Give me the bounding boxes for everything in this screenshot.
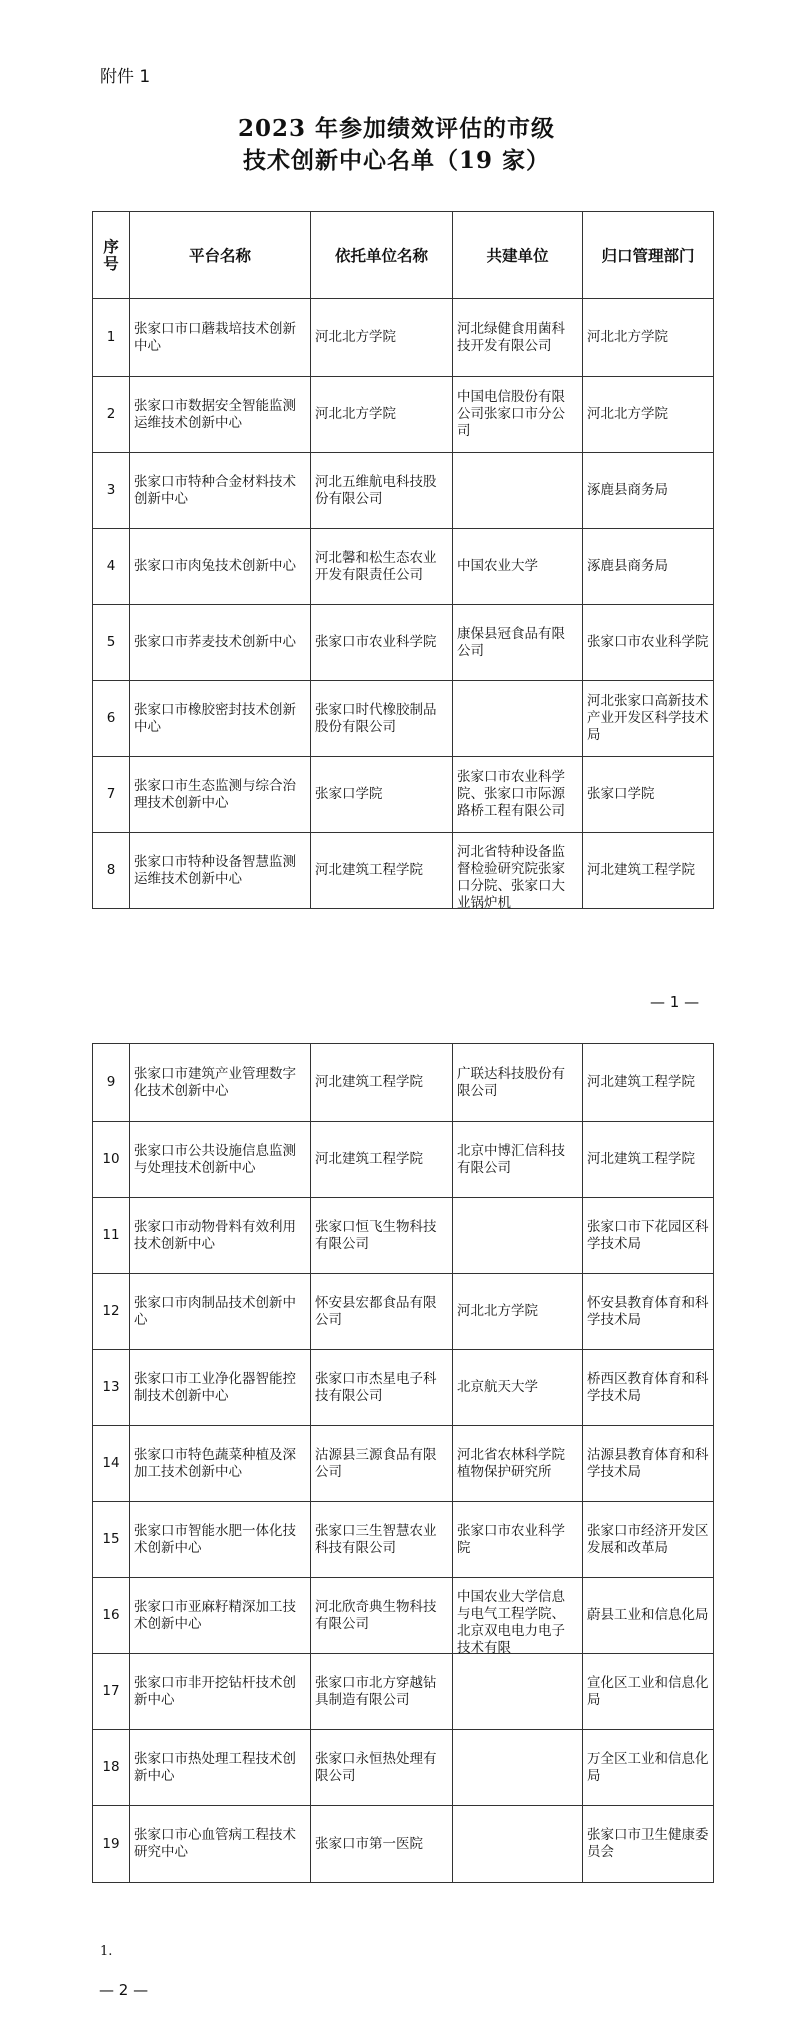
cell-host: 河北建筑工程学院 (311, 1044, 453, 1122)
cell-partner: 中国电信股份有限公司张家口市分公司 (453, 377, 583, 453)
cell-host: 张家口市农业科学院 (311, 605, 453, 681)
footnote: 1. (100, 1944, 113, 1959)
cell-partner: 河北省农林科学院植物保护研究所 (453, 1426, 583, 1502)
cell-partner: 张家口市农业科学院、张家口市际源路桥工程有限公司 (453, 757, 583, 833)
table-header-row (93, 212, 714, 299)
table-row (93, 1350, 714, 1426)
table-row (93, 1654, 714, 1730)
header-platform: 平台名称 (130, 212, 311, 299)
cell-dept: 河北北方学院 (583, 377, 714, 453)
cell-platform: 张家口市数据安全智能监测运维技术创新中心 (130, 377, 311, 453)
cell-partner: 河北绿健食用菌科技开发有限公司 (453, 299, 583, 377)
cell-dept: 张家口市下花园区科学技术局 (583, 1198, 714, 1274)
cell-partner: 中国农业大学 (453, 529, 583, 605)
document-title-line2: 技术创新中心名单（19 家） (242, 147, 550, 174)
cell-seq: 12 (93, 1274, 130, 1350)
table-row (93, 1578, 714, 1654)
cell-seq: 2 (93, 377, 130, 453)
table-row (93, 1274, 714, 1350)
cell-partner: 中国农业大学信息与电气工程学院、北京双电电力电子技术有限 (453, 1578, 583, 1654)
cell-host: 张家口永恒热处理有限公司 (311, 1730, 453, 1806)
cell-seq: 17 (93, 1654, 130, 1730)
cell-seq: 14 (93, 1426, 130, 1502)
cell-platform: 张家口市热处理工程技术创新中心 (130, 1730, 311, 1806)
header-partner: 共建单位 (453, 212, 583, 299)
cell-partner: 康保县冠食品有限公司 (453, 605, 583, 681)
table-row (93, 1198, 714, 1274)
cell-host: 河北五维航电科技股份有限公司 (311, 453, 453, 529)
cell-dept: 桥西区教育体育和科学技术局 (583, 1350, 714, 1426)
cell-platform: 张家口市建筑产业管理数字化技术创新中心 (130, 1044, 311, 1122)
cell-platform: 张家口市肉兔技术创新中心 (130, 529, 311, 605)
cell-seq: 15 (93, 1502, 130, 1578)
table-row (93, 1502, 714, 1578)
cell-dept: 万全区工业和信息化局 (583, 1730, 714, 1806)
cell-platform: 张家口市非开挖钻杆技术创新中心 (130, 1654, 311, 1730)
cell-dept: 张家口市卫生健康委员会 (583, 1806, 714, 1883)
cell-dept: 涿鹿县商务局 (583, 529, 714, 605)
cell-host: 河北建筑工程学院 (311, 833, 453, 909)
cell-partner: 河北省特种设备监督检验研究院张家口分院、张家口大业锅炉机 (453, 833, 583, 909)
cell-host: 张家口市第一医院 (311, 1806, 453, 1883)
cell-platform: 张家口市特种合金材料技术创新中心 (130, 453, 311, 529)
cell-dept: 河北建筑工程学院 (583, 1044, 714, 1122)
table-row (93, 453, 714, 529)
cell-platform: 张家口市亚麻籽精深加工技术创新中心 (130, 1578, 311, 1654)
cell-host: 河北北方学院 (311, 299, 453, 377)
cell-platform: 张家口市公共设施信息监测与处理技术创新中心 (130, 1122, 311, 1198)
cell-host: 河北北方学院 (311, 377, 453, 453)
table-row (93, 299, 714, 377)
cell-seq: 10 (93, 1122, 130, 1198)
header-seq: 序号 (93, 212, 130, 299)
cell-platform: 张家口市工业净化器智能控制技术创新中心 (130, 1350, 311, 1426)
cell-platform: 张家口市特色蔬菜种植及深加工技术创新中心 (130, 1426, 311, 1502)
cell-seq: 6 (93, 681, 130, 757)
cell-host: 张家口时代橡胶制品股份有限公司 (311, 681, 453, 757)
cell-seq: 13 (93, 1350, 130, 1426)
cell-dept: 河北建筑工程学院 (583, 1122, 714, 1198)
cell-partner (453, 453, 583, 529)
cell-seq: 4 (93, 529, 130, 605)
cell-host: 张家口恒飞生物科技有限公司 (311, 1198, 453, 1274)
attachment-label: 附件 1 (100, 67, 151, 87)
table-row (93, 681, 714, 757)
cell-dept: 河北北方学院 (583, 299, 714, 377)
cell-host: 张家口市北方穿越钻具制造有限公司 (311, 1654, 453, 1730)
cell-dept: 河北张家口高新技术产业开发区科学技术局 (583, 681, 714, 757)
header-host: 依托单位名称 (311, 212, 453, 299)
cell-dept: 宣化区工业和信息化局 (583, 1654, 714, 1730)
table-row (93, 377, 714, 453)
cell-seq: 9 (93, 1044, 130, 1122)
cell-seq: 16 (93, 1578, 130, 1654)
cell-partner (453, 1730, 583, 1806)
cell-partner: 河北北方学院 (453, 1274, 583, 1350)
cell-dept: 河北建筑工程学院 (583, 833, 714, 909)
cell-seq: 5 (93, 605, 130, 681)
table-row (93, 1426, 714, 1502)
cell-platform: 张家口市动物骨料有效利用技术创新中心 (130, 1198, 311, 1274)
cell-host: 河北欣奇典生物科技有限公司 (311, 1578, 453, 1654)
cell-host: 沽源县三源食品有限公司 (311, 1426, 453, 1502)
table-row (93, 1806, 714, 1883)
cell-platform: 张家口市心血管病工程技术研究中心 (130, 1806, 311, 1883)
cell-host: 张家口三生智慧农业科技有限公司 (311, 1502, 453, 1578)
cell-platform: 张家口市智能水肥一体化技术创新中心 (130, 1502, 311, 1578)
cell-partner: 北京航天大学 (453, 1350, 583, 1426)
cell-platform: 张家口市荞麦技术创新中心 (130, 605, 311, 681)
cell-partner: 北京中博汇信科技有限公司 (453, 1122, 583, 1198)
header-dept: 归口管理部门 (583, 212, 714, 299)
cell-host: 怀安县宏都食品有限公司 (311, 1274, 453, 1350)
cell-seq: 7 (93, 757, 130, 833)
table-row (93, 529, 714, 605)
cell-host: 河北馨和松生态农业开发有限责任公司 (311, 529, 453, 605)
cell-host: 河北建筑工程学院 (311, 1122, 453, 1198)
cell-host: 张家口学院 (311, 757, 453, 833)
cell-seq: 3 (93, 453, 130, 529)
cell-seq: 18 (93, 1730, 130, 1806)
cell-platform: 张家口市生态监测与综合治理技术创新中心 (130, 757, 311, 833)
cell-seq: 8 (93, 833, 130, 909)
table-row (93, 757, 714, 833)
center-list-table-page1 (92, 211, 714, 909)
cell-dept: 怀安县教育体育和科学技术局 (583, 1274, 714, 1350)
table-row (93, 833, 714, 909)
center-list-table-page2 (92, 1043, 714, 1883)
page-number: — 2 — (99, 1981, 149, 1999)
cell-dept: 张家口市农业科学院 (583, 605, 714, 681)
document-title-line1: 2023 年参加绩效评估的市级 (237, 115, 556, 142)
table-row (93, 1122, 714, 1198)
cell-platform: 张家口市橡胶密封技术创新中心 (130, 681, 311, 757)
cell-dept: 张家口市经济开发区发展和改革局 (583, 1502, 714, 1578)
cell-seq: 1 (93, 299, 130, 377)
cell-platform: 张家口市特种设备智慧监测运维技术创新中心 (130, 833, 311, 909)
cell-dept: 蔚县工业和信息化局 (583, 1578, 714, 1654)
cell-partner (453, 1198, 583, 1274)
cell-dept: 涿鹿县商务局 (583, 453, 714, 529)
cell-platform: 张家口市肉制品技术创新中心 (130, 1274, 311, 1350)
cell-host: 张家口市杰星电子科技有限公司 (311, 1350, 453, 1426)
cell-partner (453, 1806, 583, 1883)
cell-seq: 19 (93, 1806, 130, 1883)
cell-partner (453, 681, 583, 757)
cell-seq: 11 (93, 1198, 130, 1274)
table-row (93, 1730, 714, 1806)
cell-partner (453, 1654, 583, 1730)
cell-platform: 张家口市口蘑栽培技术创新中心 (130, 299, 311, 377)
cell-dept: 张家口学院 (583, 757, 714, 833)
cell-partner: 张家口市农业科学院 (453, 1502, 583, 1578)
table-row (93, 605, 714, 681)
cell-partner: 广联达科技股份有限公司 (453, 1044, 583, 1122)
page-number: — 1 — (650, 993, 700, 1011)
table-row (93, 1044, 714, 1122)
cell-dept: 沽源县教育体育和科学技术局 (583, 1426, 714, 1502)
